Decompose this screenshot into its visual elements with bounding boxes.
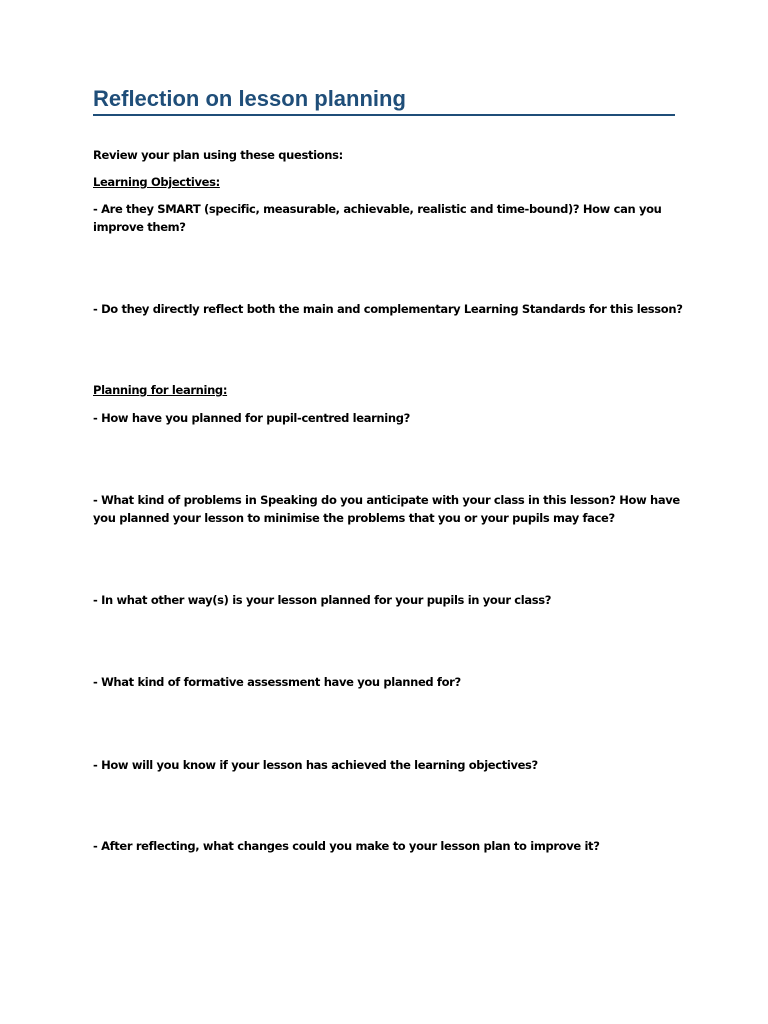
- title-underline-rule: [93, 114, 675, 116]
- question-changes-to-plan: - After reflecting, what changes could you make to your lesson plan to improve it?: [93, 839, 600, 853]
- question-achieved-objectives: - How will you know if your lesson has achieved the learning objectives?: [93, 758, 538, 772]
- question-speaking-problems: - What kind of problems in Speaking do you anticipate with your class in this lesson? How have you planned your lesson to minimise the problems that you or your pupils may face?: [93, 493, 680, 525]
- question-formative-assessment: - What kind of formative assessment have you planned for?: [93, 675, 461, 689]
- question-pupil-centred-learning: - How have you planned for pupil-centred learning?: [93, 411, 410, 425]
- intro-text: Review your plan using these questions:: [93, 148, 343, 162]
- question-other-ways: - In what other way(s) is your lesson planned for your pupils in your class?: [93, 593, 552, 607]
- section-heading-learning-objectives: Learning Objectives:: [93, 175, 220, 189]
- section-heading-planning-for-learning: Planning for learning:: [93, 383, 228, 397]
- document-title: Reflection on lesson planning: [93, 86, 406, 111]
- question-learning-standards: - Do they directly reflect both the main and complementary Learning Standards for this lesson?: [93, 302, 683, 316]
- question-smart-objectives: - Are they SMART (specific, measurable, achievable, realistic and time-bound)? How can you improve them?: [93, 202, 662, 234]
